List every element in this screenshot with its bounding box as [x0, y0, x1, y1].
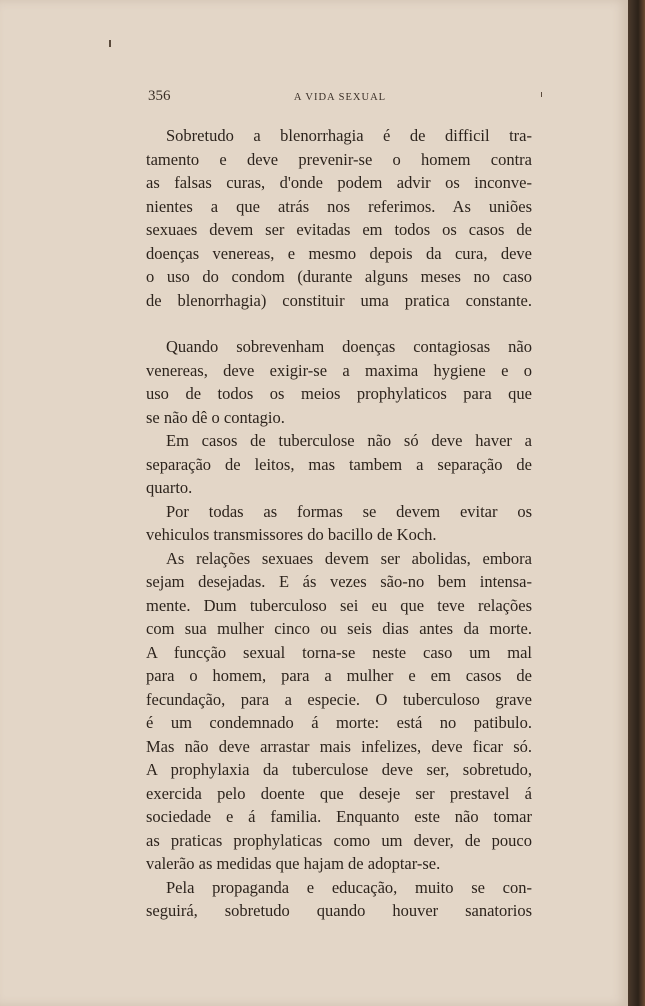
text-line: se não dê o contagio. — [146, 407, 285, 427]
text-line: as falsas curas, d'onde podem advir os inconve- — [146, 173, 532, 192]
page-header — [148, 88, 532, 108]
text-line: sociedade e á familia. Enquanto este não tomar — [146, 807, 532, 826]
text-line: as praticas prophylaticas como um dever, de pouco — [146, 830, 532, 850]
book-spine-edge — [628, 0, 645, 1006]
body-text — [146, 124, 532, 923]
text-line: para o homem, para a mulher e em casos de — [146, 666, 532, 685]
text-line: doenças venereas, e mesmo depois da cura, deve — [146, 243, 532, 263]
text-line: Pela propaganda e educação, muito se con- — [166, 877, 532, 897]
text-line: quarto. — [146, 478, 193, 497]
text-line: Em casos de tuberculose não só deve haver a — [166, 431, 532, 450]
text-line: sexuaes devem ser evitadas em todos os casos de — [146, 220, 532, 239]
text-line: com sua mulher cinco ou seis dias antes da morte. — [146, 619, 532, 638]
text-line: o uso do condom (durante alguns meses no caso — [146, 267, 532, 286]
text-line: é um condemnado á morte: está no patibulo. — [146, 713, 532, 732]
text-line: valerão as medidas que hajam de adoptar-se. — [146, 854, 441, 873]
text-line: de blenorrhagia) constituir uma pratica constante. — [146, 290, 532, 310]
text-line: vehiculos transmissores do bacillo de Koch. — [146, 525, 437, 544]
text-line: A prophylaxia da tuberculose deve ser, sobretudo, — [146, 760, 532, 779]
text-line: seguirá, sobretudo quando houver sanatorios — [146, 901, 532, 920]
text-line: uso de todos os meios prophylaticos para que — [146, 384, 532, 403]
text-line: A funcção sexual torna-se neste caso um mal — [146, 642, 532, 662]
text-line: fecundação, para a especie. O tuberculoso grave — [146, 689, 532, 709]
text-line: Mas não deve arrastar mais infelizes, deve ficar só. — [146, 736, 532, 756]
page-number: 356 — [148, 88, 171, 104]
ink-speck — [109, 40, 111, 47]
text-line: Por todas as formas se devem evitar os — [166, 501, 532, 521]
text-line: exercida pelo doente que deseje ser prestavel á — [146, 783, 532, 803]
text-line: Quando sobrevenham doenças contagiosas não — [166, 337, 532, 356]
text-line: Sobretudo a blenorrhagia é de difficil tra- — [166, 126, 532, 145]
text-line: sejam desejadas. E ás vezes são-no bem intensa- — [146, 572, 532, 591]
running-title: A VIDA SEXUAL — [293, 92, 387, 103]
text-line: tamento e deve prevenir-se o homem contra — [146, 149, 532, 169]
text-line: As relações sexuaes devem ser abolidas, embora — [166, 548, 532, 568]
ink-speck — [541, 92, 542, 97]
text-line: venereas, deve exigir-se a maxima hygiene e o — [146, 360, 532, 380]
paragraph-gap — [146, 312, 532, 335]
text-line: separação de leitos, mas tambem a separação de — [146, 454, 532, 474]
text-line: nientes a que atrás nos referimos. As uniões — [146, 196, 532, 216]
text-line: mente. Dum tuberculoso sei eu que teve relações — [146, 595, 532, 615]
